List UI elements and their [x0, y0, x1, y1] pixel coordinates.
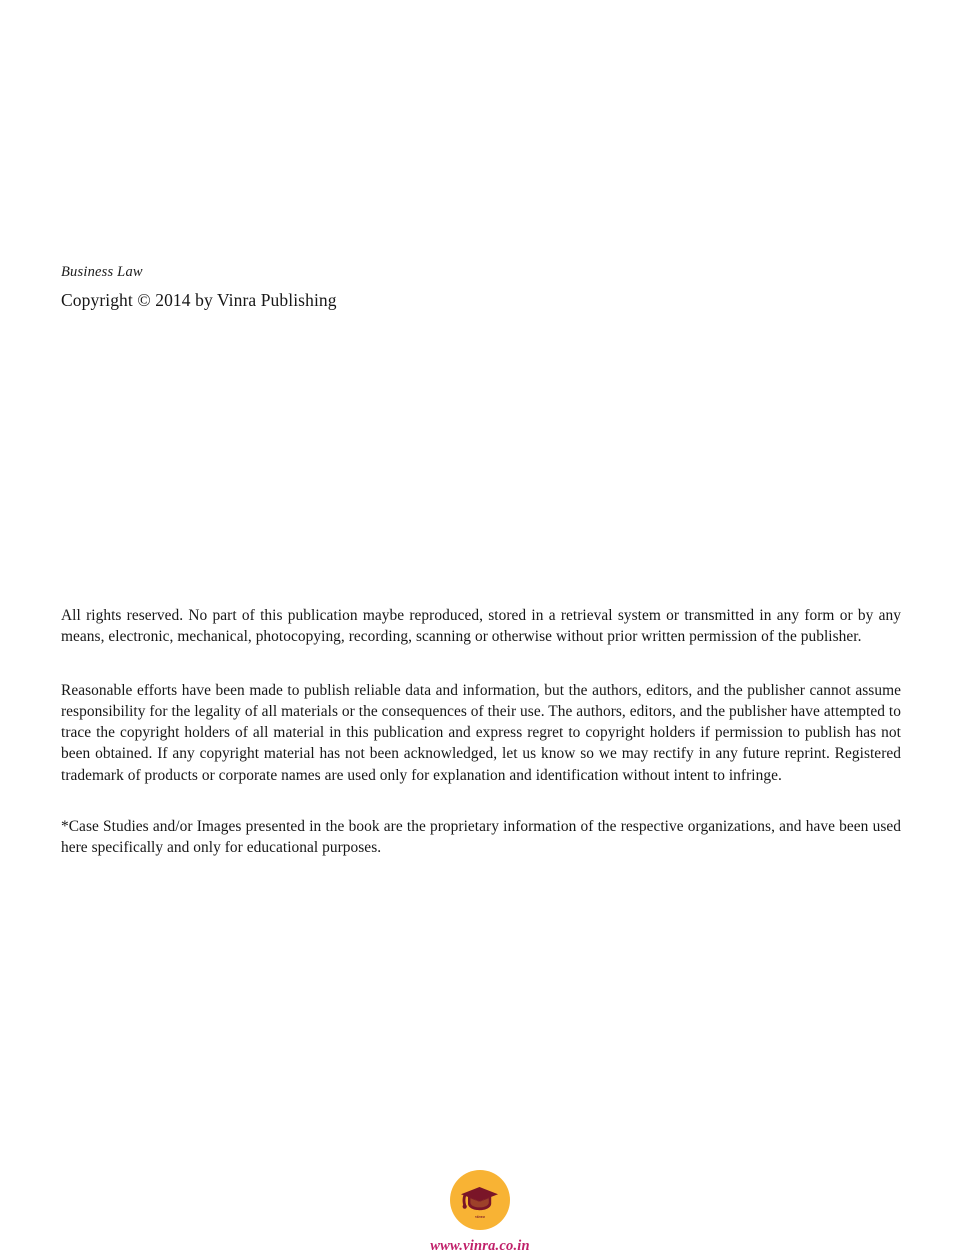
book-title: Business Law — [61, 264, 143, 280]
publisher-logo-footer — [0, 1170, 960, 1255]
graduation-cap-icon — [460, 1183, 500, 1217]
legal-paragraph-rights-reserved: All rights reserved. No part of this publication maybe reproduced, stored in a retrieval system or transmitted in any form or by any means, electronic, mechanical, photocopying, recording, scanning or otherwise without prior written permission of the publisher. — [61, 607, 901, 646]
legal-notice-block — [61, 605, 901, 859]
copyright-line: Copyright © 2014 by Vinra Publishing — [61, 290, 337, 310]
logo-badge — [450, 1170, 510, 1230]
logo-microtext: vinra — [475, 1214, 485, 1219]
title-block — [61, 263, 761, 311]
legal-paragraph-case-studies: *Case Studies and/or Images presented in the book are the proprietary information of the respective organizations, and have been used here specifically and only for educational purposes. — [61, 818, 901, 857]
legal-paragraph-disclaimer: Reasonable efforts have been made to publish reliable data and information, but the authors, editors, and the publisher cannot assume responsibility for the legality of all materials or the consequences of their use. The authors, editors, and the publisher have attempted to trace the copyright holders of all material in this publication and express regret to copyright holders if permission to publish has not been obtained. If any copyright material has not been acknowledged, let us know so we may rectify in any future reprint. Registered trademark of products or corporate names are used only for explanation and identification without intent to infringe. — [61, 681, 901, 784]
publisher-website-url[interactable]: www.vinra.co.in — [430, 1238, 530, 1254]
